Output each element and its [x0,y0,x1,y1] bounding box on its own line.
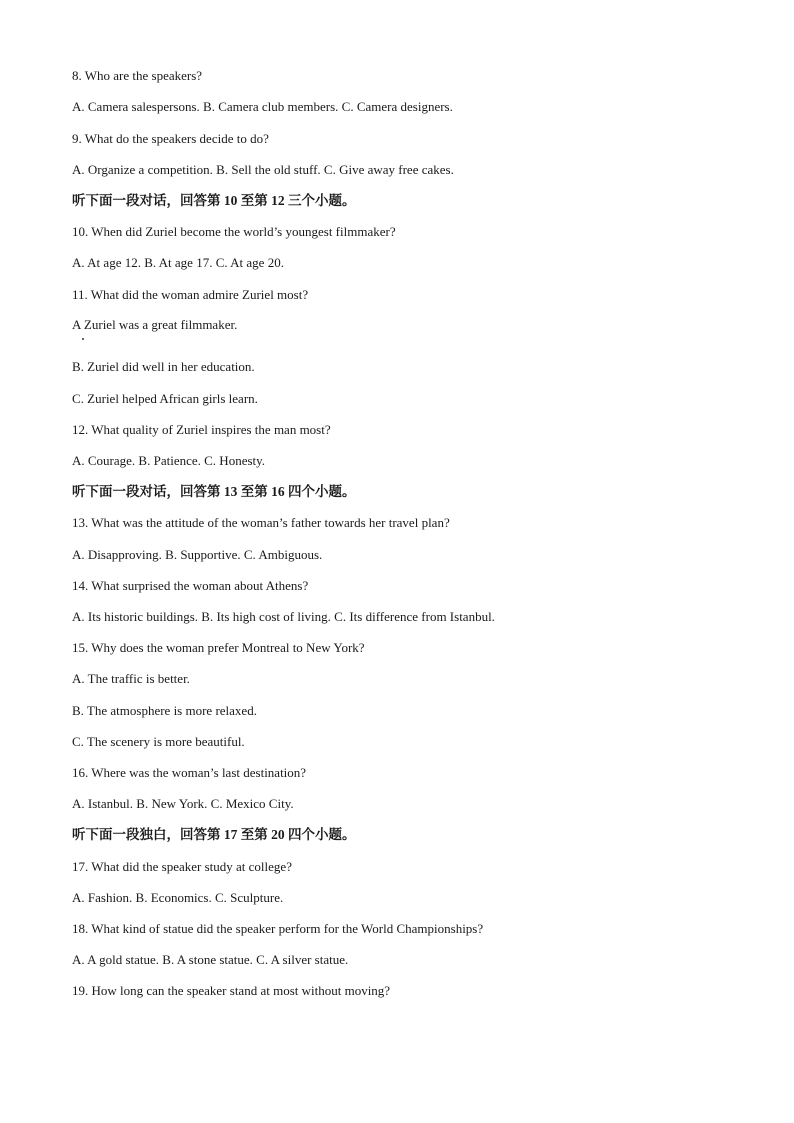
question-14: 14. What surprised the woman about Athens? [72,578,309,593]
stray-dot [82,338,84,340]
question-8: 8. Who are the speakers? [72,68,203,83]
options-12: A. Courage. B. Patience. C. Honesty. [72,453,266,468]
question-9: 9. What do the speakers decide to do? [72,131,269,146]
option-11-c: C. Zuriel helped African girls learn. [72,391,258,406]
section-heading-13-16: 听下面一段对话，回答第 13 至第 16 四个小题。 [72,484,356,499]
option-15-a: A. The traffic is better. [72,671,190,686]
option-11-b: B. Zuriel did well in her education. [72,359,255,374]
options-13: A. Disapproving. B. Supportive. C. Ambiguous. [72,547,323,562]
question-10: 10. When did Zuriel become the world’s youngest filmmaker? [72,224,396,239]
options-17: A. Fashion. B. Economics. C. Sculpture. [72,890,284,905]
question-13: 13. What was the attitude of the woman’s father towards her travel plan? [72,515,450,530]
question-17: 17. What did the speaker study at college? [72,859,292,874]
question-11: 11. What did the woman admire Zuriel most? [72,287,309,302]
options-10: A. At age 12. B. At age 17. C. At age 20. [72,255,284,270]
options-14: A. Its historic buildings. B. Its high cost of living. C. Its difference from Istanbul. [72,609,495,624]
question-16: 16. Where was the woman’s last destination? [72,765,307,780]
section-heading-10-12: 听下面一段对话，回答第 10 至第 12 三个小题。 [72,193,356,208]
question-19: 19. How long can the speaker stand at most without moving? [72,983,391,998]
option-15-b: B. The atmosphere is more relaxed. [72,703,257,718]
question-15: 15. Why does the woman prefer Montreal to New York? [72,640,365,655]
question-18: 18. What kind of statue did the speaker perform for the World Championships? [72,921,484,936]
option-11-a: A Zuriel was a great filmmaker. [72,317,238,332]
options-18: A. A gold statue. B. A stone statue. C. A silver statue. [72,952,349,967]
options-8: A. Camera salespersons. B. Camera club members. C. Camera designers. [72,99,453,114]
options-16: A. Istanbul. B. New York. C. Mexico City. [72,796,294,811]
section-heading-17-20: 听下面一段独白，回答第 17 至第 20 四个小题。 [72,827,356,842]
option-15-c: C. The scenery is more beautiful. [72,734,245,749]
options-9: A. Organize a competition. B. Sell the old stuff. C. Give away free cakes. [72,162,454,177]
question-12: 12. What quality of Zuriel inspires the man most? [72,422,331,437]
